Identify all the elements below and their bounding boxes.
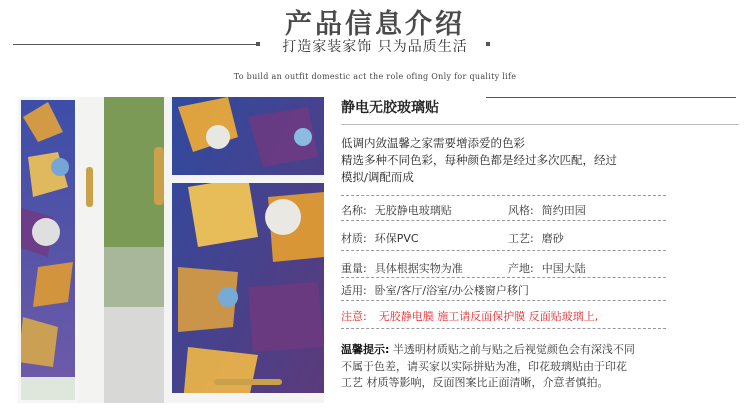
spec-label: 材质: bbox=[341, 232, 367, 245]
notice-label: 注意: bbox=[341, 310, 367, 323]
product-description bbox=[341, 135, 741, 186]
spec-label: 工艺: bbox=[508, 232, 534, 245]
page-title: 产品信息介绍 bbox=[285, 9, 465, 40]
spec-value: 具体根据实物为准 bbox=[374, 262, 463, 275]
spec-usage bbox=[341, 282, 529, 298]
spec-process bbox=[508, 230, 564, 246]
spec-divider bbox=[341, 277, 666, 278]
spec-value: 环保PVC bbox=[374, 232, 419, 245]
spec-value: 无胶静电玻璃贴 bbox=[374, 204, 452, 217]
description-line: 低调内敛温馨之家需要增添爱的色彩 bbox=[341, 136, 525, 150]
tips-line: 半透明材质贴之前与贴之后视觉颜色会有深浅不同 bbox=[392, 343, 635, 356]
tips-line: 工艺 材质等影响，反面图案比正面清晰，介意者慎拍。 bbox=[341, 376, 609, 389]
header-subtitle: 打造家装家饰 只为品质生活 bbox=[282, 39, 468, 55]
notice bbox=[341, 308, 598, 324]
spec-divider bbox=[341, 250, 666, 251]
tips-label: 温馨提示: bbox=[341, 343, 390, 356]
warm-tips bbox=[341, 342, 741, 392]
description-line: 模拟/调配而成 bbox=[341, 170, 414, 184]
spec-name bbox=[341, 202, 452, 218]
description-line: 精选多种不同色彩，每种颜色都是经过多次匹配，经过 bbox=[341, 153, 617, 167]
spec-style bbox=[508, 202, 586, 218]
spec-label: 重量: bbox=[341, 262, 367, 275]
spec-label: 风格: bbox=[508, 204, 534, 217]
spec-divider bbox=[341, 220, 666, 221]
spec-value: 中国大陆 bbox=[541, 262, 586, 275]
spec-label: 适用: bbox=[341, 284, 367, 297]
spec-label: 产地: bbox=[508, 262, 534, 275]
spec-origin bbox=[508, 260, 586, 276]
spec-label: 名称: bbox=[341, 204, 367, 217]
notice-text: 无胶静电膜 施工请反面保护膜 反面贴玻璃上, bbox=[378, 310, 599, 323]
tips-line: 不属于色差，请买家以实际拼贴为准，印花玻璃贴由于印花 bbox=[341, 359, 627, 373]
spec-divider bbox=[341, 195, 666, 196]
spec-weight bbox=[341, 260, 463, 276]
header-divider-right bbox=[486, 97, 736, 98]
spec-value: 卧室/客厅/浴室/办公楼窗户移门 bbox=[374, 284, 529, 297]
header-tagline: To build an outfit domestic act the role ofing Only for quality life bbox=[233, 72, 517, 81]
spec-divider bbox=[341, 328, 666, 329]
product-name: 静电无胶玻璃贴 bbox=[341, 100, 439, 116]
spec-value: 磨砂 bbox=[541, 232, 564, 245]
spec-material bbox=[341, 230, 419, 246]
spec-divider bbox=[341, 300, 666, 301]
window-photo bbox=[18, 97, 324, 403]
product-photo bbox=[18, 97, 324, 403]
spec-value: 简约田园 bbox=[541, 204, 586, 217]
title-divider bbox=[341, 124, 739, 125]
